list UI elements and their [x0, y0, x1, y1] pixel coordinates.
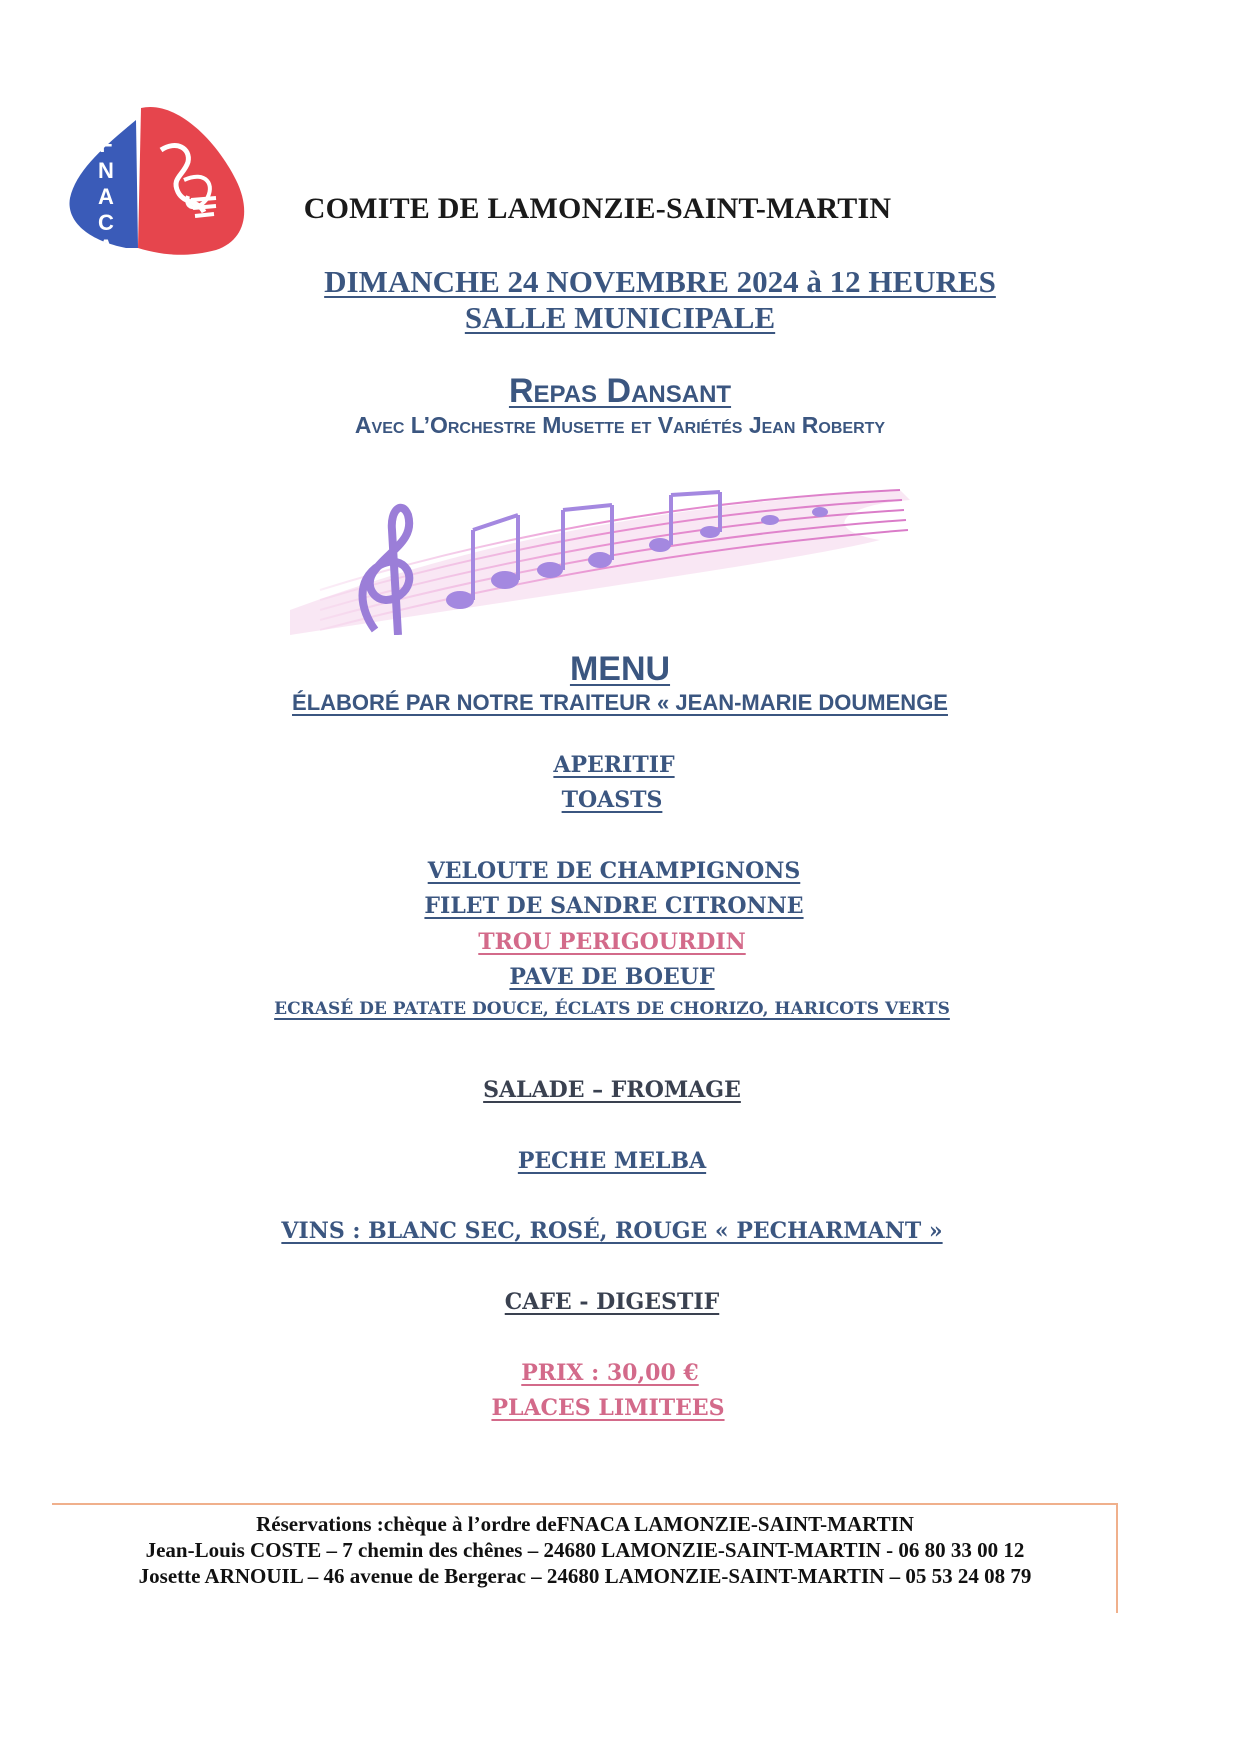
music-notes-illustration: [280, 470, 920, 635]
svg-text:A: A: [98, 235, 114, 260]
menu-item: TOASTS: [561, 787, 663, 813]
contact-coste: Jean-Louis COSTE – 7 chemin des chênes – 24680 LAMONZIE-SAINT-MARTIN - 06 80 33 00 12: [145, 1538, 1025, 1562]
event-title: Repas Dansant: [508, 372, 732, 410]
limited-seats: PLACES LIMITEES: [491, 1395, 725, 1421]
price: PRIX : 30,00 €: [521, 1360, 699, 1386]
menu-item: VELOUTE DE CHAMPIGNONS: [427, 858, 801, 884]
menu-item: FILET DE SANDRE CITRONNE: [424, 893, 804, 919]
caterer-line: ÉLABORÉ PAR NOTRE TRAITEUR « JEAN-MARIE DOUMENGE: [292, 690, 948, 715]
menu-item: ECRASÉ DE PATATE DOUCE, ÉCLATS DE CHORIZO, HARICOTS VERTS: [274, 999, 950, 1019]
committee-title: COMITE DE LAMONZIE-SAINT-MARTIN: [303, 192, 892, 225]
menu-item: APERITIF: [553, 752, 675, 778]
menu-title: MENU: [569, 650, 671, 688]
svg-text:A: A: [98, 184, 114, 209]
menu-item: SALADE – FROMAGE: [483, 1077, 741, 1103]
reservation-info: Réservations :chèque à l’ordre deFNACA LAMONZIE-SAINT-MARTIN: [256, 1512, 914, 1536]
menu-item: CAFE - DIGESTIF: [504, 1289, 720, 1315]
menu-item: TROU PERIGOURDIN: [478, 929, 746, 955]
fnaca-logo: [66, 100, 256, 265]
event-venue: SALLE MUNICIPALE: [464, 300, 776, 335]
contact-arnouil: Josette ARNOUIL – 46 avenue de Bergerac – 24680 LAMONZIE-SAINT-MARTIN – 05 53 24 08 79: [138, 1564, 1032, 1588]
event-date: DIMANCHE 24 NOVEMBRE 2024 à 12 HEURES: [324, 264, 996, 299]
orchestra-line: Avec L’Orchestre Musette et Variétés Jean Roberty: [354, 412, 886, 438]
menu-item: VINS : BLANC SEC, ROSÉ, ROUGE « PECHARMANT »: [281, 1218, 943, 1244]
menu-item: PAVE DE BOEUF: [509, 964, 715, 990]
svg-text:C: C: [98, 210, 114, 235]
menu-item: PECHE MELBA: [517, 1148, 707, 1174]
svg-text:F: F: [99, 132, 113, 157]
svg-text:N: N: [98, 158, 114, 183]
